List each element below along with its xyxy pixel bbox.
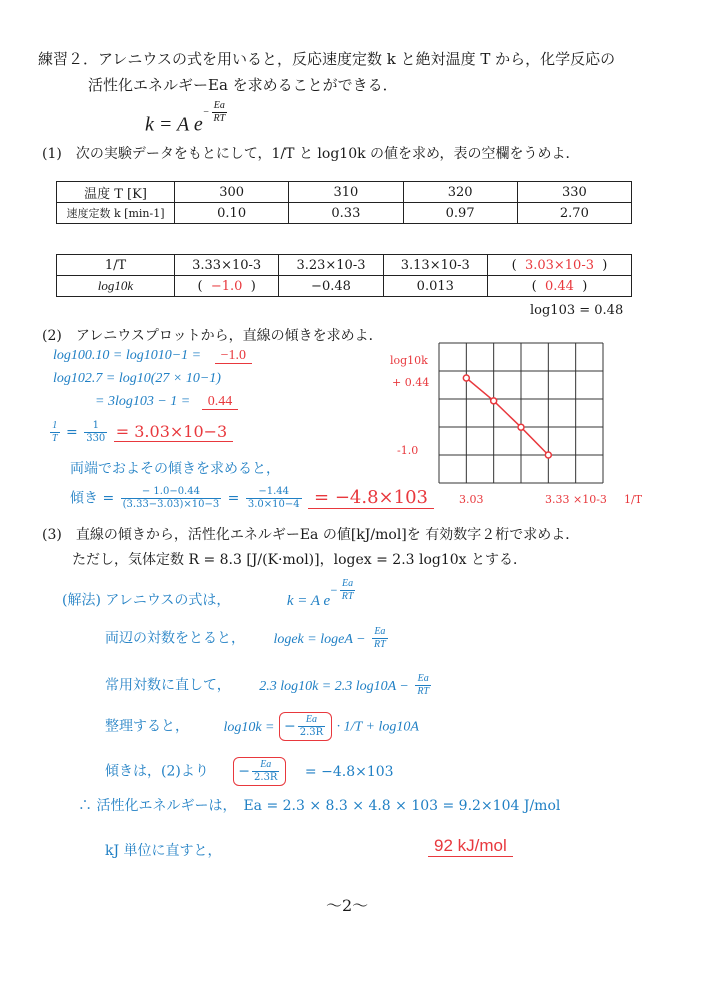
solution-line-4-right: · 1/T + log10A (336, 719, 419, 735)
graph-ytick-top: + 0.44 (392, 376, 430, 389)
table-cell: 速度定数 k [min-1] (57, 203, 175, 224)
formula-exp-denominator: RT (213, 113, 226, 124)
frac-num: Ea (298, 714, 325, 727)
plot-line (466, 378, 548, 455)
frac-den: (3.33−3.03)×10−3 (122, 499, 220, 510)
work-line-3-answer: 0.44 (202, 394, 239, 410)
frac-den: RT (417, 686, 429, 697)
log-hint: log103 = 0.48 (530, 303, 624, 318)
frac-num: 1 (50, 420, 60, 433)
table-cell: 3.23×10-3 (279, 255, 383, 276)
exercise-intro-line2: 活性化エネルギーEa を求めることができる． (88, 76, 398, 94)
data-point (463, 375, 469, 381)
frac-num: −1.44 (246, 486, 302, 499)
slope-answer: = −4.8×103 (308, 487, 434, 509)
table-cell: 300 (175, 182, 289, 203)
solution-line-2-label: 両辺の対数をとると， (105, 630, 245, 647)
slope-box (279, 712, 332, 741)
table-cell: −0.48 (279, 276, 383, 297)
table-cell: 温度 T [K] (57, 182, 175, 203)
table-cell: 1/T (57, 255, 175, 276)
table-cell: 0.10 (175, 203, 289, 224)
frac-den: 2.3R (299, 727, 324, 738)
graph-ylabel: log10k (390, 354, 428, 367)
frac-den: 2.3R (254, 772, 278, 783)
question-3-text-1: (3) 直線の傾きから，活性化エネルギーEa の値[kJ/mol]を 有効数字２桁で求めよ． (42, 527, 580, 543)
exercise-intro-line1: 練習２．アレニウスの式を用いると，反応速度定数 k と絶対温度 T から，化学反応の (38, 50, 616, 68)
table-cell: log10k (57, 276, 175, 297)
solution-line-3 (105, 673, 433, 698)
frac-num: − 1.0−0.44 (121, 486, 222, 499)
arrhenius-formula: k = A $e^{- \frac{Ea}{RT}}$ (145, 100, 226, 136)
frac-den: RT (341, 591, 354, 602)
work-line-4-answer: = 3.03×10−3 (114, 422, 233, 442)
answer-logk-330: 0.44 (544, 278, 574, 294)
solution-line-2-formula: logek = logeA − (273, 631, 366, 647)
table-cell: 3.13×10-3 (383, 255, 487, 276)
frac-num: Ea (252, 759, 279, 772)
question-1-text: (1) 次の実験データをもとにして，1/T と log10k の値を求め，表の空欄をうめよ． (42, 146, 580, 162)
formula-exp-numerator: Ea (212, 100, 228, 113)
solution-line-3-formula: 2.3 log10k = 2.3 log10A − (259, 678, 409, 694)
minus-sign: − (283, 718, 296, 735)
table-cell: ( 3.03×10-3 ) (487, 255, 631, 276)
frac-num: Ea (340, 578, 356, 591)
data-point (545, 452, 551, 458)
work-line-1-expr: log100.10 = log1010−1 = (53, 348, 202, 363)
frac-num: Ea (415, 673, 431, 686)
data-table-1 (56, 181, 632, 224)
table-row (57, 255, 632, 276)
final-answer: 92 kJ/mol (428, 836, 513, 857)
graph-ytick-bottom: -1.0 (397, 444, 419, 457)
frac-den: T (52, 433, 58, 444)
frac-den: RT (374, 639, 386, 650)
data-point (518, 424, 524, 430)
slope-label: 傾き = (70, 490, 115, 507)
minus-sign: − (238, 763, 251, 780)
work-line-5: 両端でおよその傾きを求めると， (70, 461, 280, 477)
table-cell: 0.013 (383, 276, 487, 297)
equals-sign: = (66, 424, 78, 441)
table-cell: 320 (403, 182, 517, 203)
work-line-1-answer: −1.0 (215, 348, 252, 364)
solution-line-3-label: 常用対数に直して， (105, 677, 231, 694)
work-line-3-expr: = 3log103 − 1 = (95, 394, 191, 409)
plot-grid (439, 343, 603, 483)
solution-line-5-right: = −4.8×103 (304, 763, 394, 780)
table-cell: 0.97 (403, 203, 517, 224)
solution-line-4 (105, 712, 419, 741)
graph-xtick-left: 3.03 (459, 493, 484, 506)
solution-line-7-label: kJ 単位に直すと， (105, 843, 222, 859)
formula-base: k = A e (145, 113, 203, 136)
solution-line-4-left: log10k = (223, 719, 275, 735)
work-line-4 (48, 420, 233, 445)
solution-line-1-formula: k = A e (286, 592, 331, 609)
table-cell: 0.33 (289, 203, 403, 224)
table-cell: 3.33×10-3 (175, 255, 279, 276)
solution-line-1: (解法) アレニウスの式は， k = A $e^{- \frac{Ea}{RT}}$ (62, 578, 354, 609)
question-2-text: (2) アレニウスプロットから，直線の傾きを求めよ． (42, 328, 383, 344)
table-cell: ( −1.0 ) (175, 276, 279, 297)
frac-den: 3.0×10−4 (247, 499, 300, 510)
table-cell: ( 0.44 ) (487, 276, 631, 297)
frac-den: 330 (86, 433, 106, 444)
data-point (491, 398, 497, 404)
frac-num: 1 (84, 420, 107, 433)
solution-line-5 (105, 757, 394, 786)
solution-line-4-label: 整理すると， (105, 718, 189, 735)
frac-num: Ea (372, 626, 388, 639)
graph-xlabel: 1/T (624, 493, 643, 506)
table-row (57, 276, 632, 297)
data-table-2 (56, 254, 632, 297)
answer-logk-300: −1.0 (210, 278, 243, 294)
work-line-2: log102.7 = log10(27 × 10−1) (53, 371, 221, 386)
arrhenius-plot (438, 342, 604, 484)
slope-box (233, 757, 286, 786)
work-line-3 (95, 394, 238, 410)
solution-line-6: ∴ 活性化エネルギーは， Ea = 2.3 × 8.3 × 4.8 × 103 = 9.2×104 J/mol (78, 798, 561, 814)
page-number: ～2～ (326, 896, 369, 915)
table-row (57, 182, 632, 203)
solution-line-2 (105, 626, 390, 651)
table-cell: 310 (289, 182, 403, 203)
table-row (57, 203, 632, 224)
solution-line-1-label: (解法) アレニウスの式は， (62, 592, 231, 609)
solution-line-5-label: 傾きは，(2)より (105, 763, 209, 780)
table-cell: 2.70 (517, 203, 631, 224)
table-cell: 330 (517, 182, 631, 203)
work-line-1 (53, 348, 252, 364)
graph-xtick-right: 3.33 ×10-3 (545, 493, 607, 506)
answer-1T-330: 3.03×10-3 (524, 257, 594, 273)
work-line-6: 傾き = $\frac{- 1.0-0.44}{(3.33-3.03)\times 10-3}$ = $\frac{-1.44}{3.0\times 10-4}$ = −4.8×103 (70, 486, 434, 511)
question-3-text-2: ただし，気体定数 R = 8.3 [J/(K·mol)]，logex = 2.3 log10x とする． (72, 552, 528, 568)
